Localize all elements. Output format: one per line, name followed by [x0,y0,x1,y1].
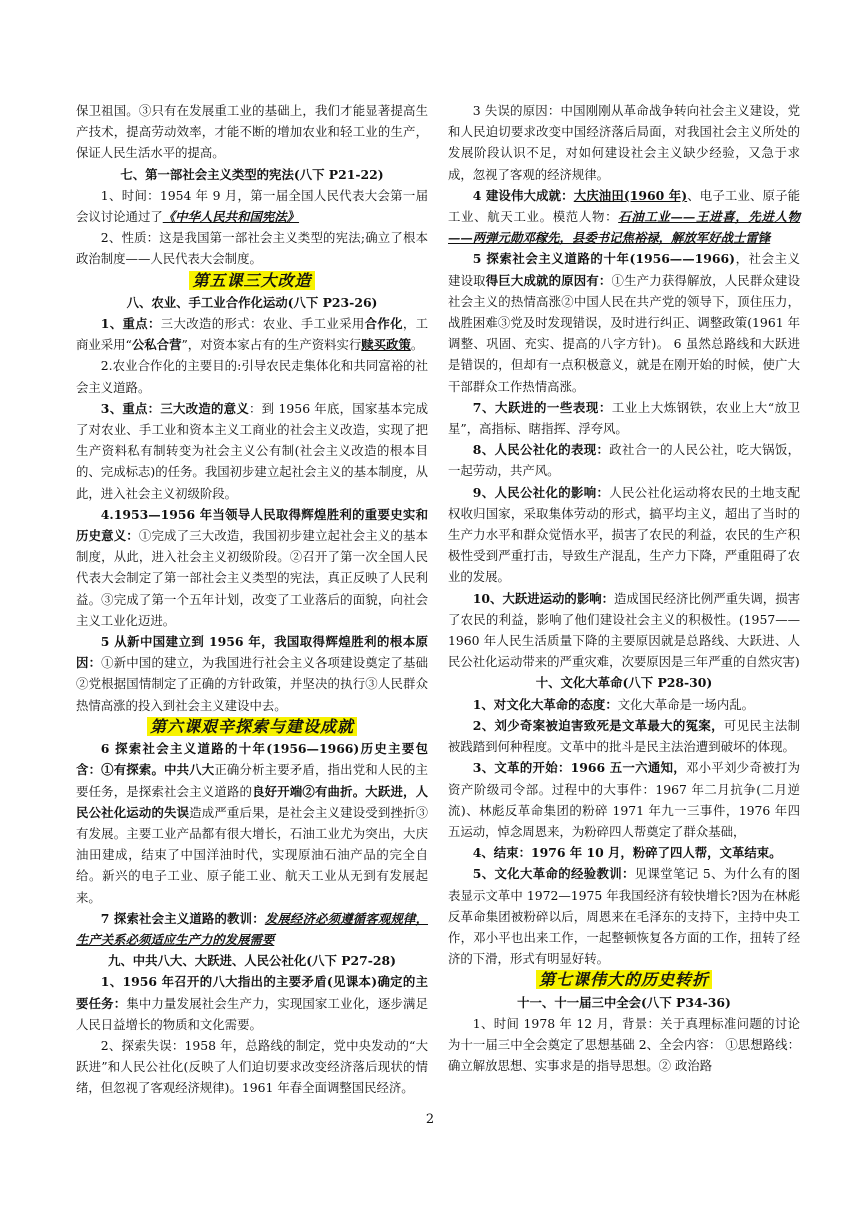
paragraph: 5、文化大革命的经验教训：见课堂笔记 5、为什么有的图表显示文革中 1972—1975 年我国经济有较快增长?因为在林彪反革命集团被粉碎以后，周恩来在毛泽东的支持下，主持中央工作，邓小平也出来工作，一起整顿恢复各方面的工作，扭转了经济的下滑，形式有明显好转。 [448,866,800,967]
paragraph: 2、刘少奇案被迫害致死是文革最大的冤案，可见民主法制被践踏到何种程度。文革中的批斗是民主法治遭到破坏的体现。 [448,717,800,755]
paragraph: 4、结束：1976 年 10 月，粉碎了四人帮，文革结束。 [472,845,782,861]
paragraph: 3、重点：三大改造的意义：到 1956 年底，国家基本完成了对农业、手工业和资本主义工商业的社会主义改造，实现了把生产资料私有制转变为社会主义公有制(社会主义改造的根本目的、完成标志)的任务。我国初步建立起社会主义的基本制度，从此，进入社会主义初级阶段。 [76,400,428,501]
paragraph: 6 探索社会主义道路的十年(1956—1966)历史主要包含：①有探索。中共八大正确分析主要矛盾，指出党和人民的主要任务，是探索社会主义道路的良好开端②有曲折。大跃进，人民公社化运动的失误造成严重后果，是社会主义建设受到挫折③有发展。主要工业产品都有很大增长，石油工业尤为突出，大庆油田建成，结束了中国洋油时代，实现原油石油产品的完全自给。新兴的电子工业、原子能工业、航天工业从无到有发展起来。 [76,741,428,905]
paragraph: 4.1953—1956 年当领导人民取得辉煌胜利的重要史实和历史意义：①完成了三大改造，我国初步建立起社会主义的基本制度，从此，进入社会主义初级阶段。②召开了第一次全国人民代表大会制定了第一部社会主义类型的宪法，真正反映了人民利益。③完成了第一个五年计划，改变了工业落后的面貌，向社会主义工业化迈进。 [76,506,428,628]
section-heading-9: 九、中共八大、大跃进、人民公社化(八下 P27-28) [107,953,396,969]
paragraph: 5 从新中国建立到 1956 年，我国取得辉煌胜利的根本原因：①新中国的建立，为我国进行社会主义各项建设奠定了基础②党根据国情制定了正确的方针政策，并坚决的执行③人民群众热情高涨的投入到社会主义建设中去。 [76,634,428,713]
paragraph: 1、1956 年召开的八大指出的主要矛盾(见课本)确定的主要任务：集中力量发展社会生产力，实现国家工业化，逐步满足人民日益增长的物质和文化需要。 [76,974,428,1032]
paragraph: 10、大跃进运动的影响：造成国民经济比例严重失调，损害了农民的利益，影响了他们建设社会主义的积极性。(1957——1960 年人民生活质量下降的主要原因就是总路线、大跃进、人民公社化运动带来的严重灾难，次要原因是三年严重的自然灾害) [448,590,800,670]
left-column [76,100,428,1099]
lesson-5-title: 第五课三大改造 [76,270,428,292]
paragraph: 4 建设伟大成就：大庆油田(1960 年)、电子工业、原子能工业、航天工业。模范人物：石油工业——王进喜，先进人物——两弹元勋邓稼先，县委书记焦裕禄，解放军好战士雷锋 [448,187,801,246]
paragraph: 8、人民公社化的表现：政社合一的人民公社，吃大锅饭，一起劳动，共产风。 [448,442,800,479]
paragraph: 1、重点：三大改造的形式：农业、手工业采用合作化，工商业采用“公私合营”，对资本家占有的生产资料实行赎买政策。 [76,316,429,353]
paragraph: 5 探索社会主义道路的十年(1956——1966)，社会主义建设取得巨大成就的原因有：①生产力获得解放，人民群众建设社会主义的热情高涨②中国人民在共产党的领导下，顶住压力，战胜困难③党及时发现错误，及时进行纠正、调整政策(1961 年调整、巩固、充实、提高的八字方针)。 6 虽然总路线和大跃进是错误的，但却有一点积极意义，就是在刚开始的时候，使广大干部群众工作热情高涨。 [448,251,801,394]
paragraph: 2、探索失误：1958 年，总路线的制定，党中央发动的“大跃进”和人民公社化(反映了人们迫切要求改变经济落后现状的情绪，但忽视了客观经济规律)。1961 年春全面调整国民经济。 [76,1037,428,1096]
lesson-7-title: 第七课伟大的历史转折 [448,969,800,991]
paragraph: 1、时间：1954 年 9 月，第一届全国人民代表大会第一届会议讨论通过了《中华人民共和国宪法》 [76,187,428,225]
paragraph: 1、对文化大革命的态度：文化大革命是一场内乱。 [472,696,755,712]
section-heading-10: 十、文化大革命(八下 P28-30) [535,675,713,691]
page-number: 2 [425,1112,435,1127]
paragraph: 3、文革的开始：1966 五一六通知，邓小平刘少奇被打为资产阶级司令部。过程中的大事件：1967 年二月抗争(二月逆流)、林彪反革命集团的粉碎 1971 年九一三事件，1976 年四五运动，悼念周恩来，为粉碎四人帮奠定了群众基础， [448,760,800,839]
lesson-6-title: 第六课艰辛探索与建设成就 [76,716,428,738]
paragraph: 保卫祖国。③只有在发展重工业的基础上，我们才能显著提高生产技术，提高劳动效率，才能不断的增加农业和轻工业的生产，保证人民生活水平的提高。 [76,103,428,161]
paragraph: 2.农业合作化的主要目的:引导农民走集体化和共同富裕的社会主义道路。 [76,358,428,395]
section-heading-8: 八、农业、手工业合作化运动(八下 P23-26) [126,294,378,310]
paragraph: 7 探索社会主义道路的教训：发展经济必须遵循客观规律，生产关系必须适应生产力的发展需要 [76,910,429,947]
paragraph: 7、大跃进的一些表现：工业上大炼钢铁，农业上大“放卫星”，高指标、瞎指挥、浮夸风。 [448,399,800,437]
paragraph: 1、时间 1978 年 12 月，背景：关于真理标准问题的讨论为十一届三中全会奠定了思想基础 2、全会内容： ①思想路线：确立解放思想、实事求是的指导思想。② 政治路 [448,1015,800,1074]
paragraph: 9、人民公社化的影响：人民公社化运动将农民的土地支配权收归国家，采取集体劳动的形式，搞平均主义，超出了当时的生产力水平和群众觉悟水平，损害了农民的利益，农民的生产积极性受到严重打击，导致生产混乱，生产力下降，严重阻碍了农业的发展。 [448,484,800,585]
right-column [448,100,800,1076]
paragraph: 3 失误的原因：中国刚刚从革命战争转向社会主义建设，党和人民迫切要求改变中国经济落后局面，对我国社会主义所处的发展阶段认识不足，对如何建设社会主义缺少经验，又急于求成，忽视了客观的经济规律。 [448,103,800,182]
constitution-title: 《中华人民共和国宪法》 [162,209,300,225]
section-heading-11: 十一、十一届三中全会(八下 P34-36) [517,994,731,1010]
section-heading-7: 七、第一部社会主义类型的宪法(八下 P21-22) [120,166,384,182]
paragraph: 2、性质：这是我国第一部社会主义类型的宪法;确立了根本政治制度——人民代表大会制度。 [76,230,428,267]
